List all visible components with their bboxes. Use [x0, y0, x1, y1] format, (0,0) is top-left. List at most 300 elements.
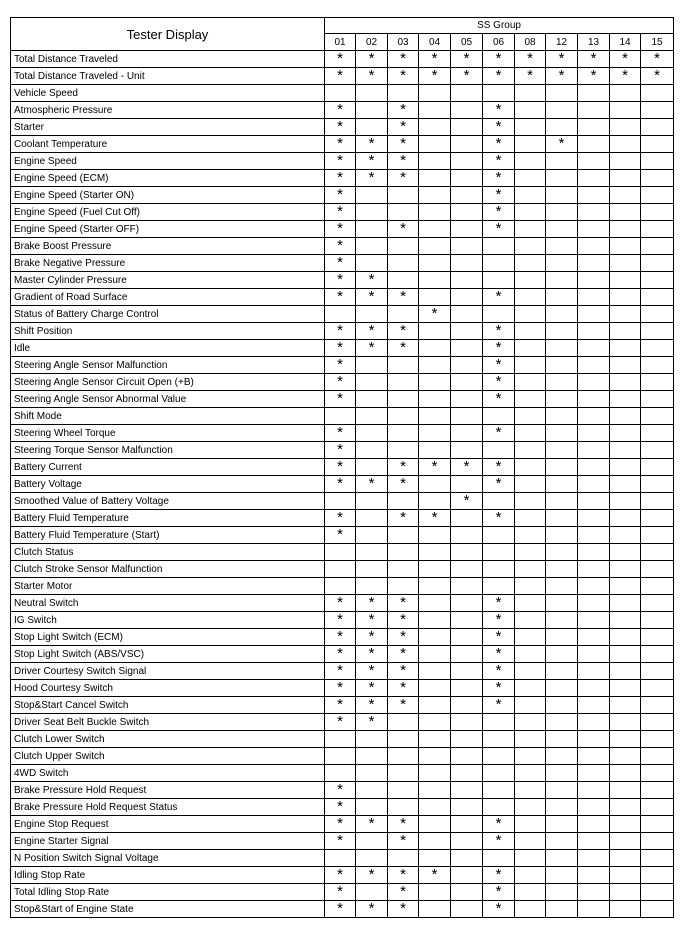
group-code-14: 14 [610, 34, 641, 51]
empty-cell [515, 663, 546, 680]
empty-cell [356, 255, 388, 272]
applicable-mark: * [388, 816, 419, 833]
applicable-mark: * [483, 663, 515, 680]
empty-cell [641, 391, 674, 408]
tester-display-item: Total Idling Stop Rate [11, 884, 325, 901]
applicable-mark: * [388, 340, 419, 357]
empty-cell [546, 612, 578, 629]
empty-cell [356, 357, 388, 374]
tester-display-item: Master Cylinder Pressure [11, 272, 325, 289]
empty-cell [451, 374, 483, 391]
empty-cell [578, 374, 610, 391]
empty-cell [419, 323, 451, 340]
empty-cell [451, 527, 483, 544]
table-row [11, 561, 674, 578]
empty-cell [578, 816, 610, 833]
group-code-01: 01 [325, 34, 356, 51]
empty-cell [451, 629, 483, 646]
empty-cell [356, 459, 388, 476]
applicable-mark: * [356, 663, 388, 680]
empty-cell [451, 238, 483, 255]
empty-cell [419, 493, 451, 510]
tester-display-item: Shift Mode [11, 408, 325, 425]
empty-cell [419, 476, 451, 493]
empty-cell [483, 544, 515, 561]
applicable-mark: * [325, 357, 356, 374]
empty-cell [515, 595, 546, 612]
empty-cell [451, 561, 483, 578]
tester-display-item: Battery Current [11, 459, 325, 476]
empty-cell [641, 85, 674, 102]
applicable-mark: * [419, 459, 451, 476]
empty-cell [641, 187, 674, 204]
table-row [11, 357, 674, 374]
empty-cell [641, 255, 674, 272]
empty-cell [641, 884, 674, 901]
empty-cell [641, 510, 674, 527]
empty-cell [641, 238, 674, 255]
empty-cell [641, 340, 674, 357]
applicable-mark: * [325, 170, 356, 187]
empty-cell [419, 544, 451, 561]
empty-cell [546, 272, 578, 289]
empty-cell [419, 340, 451, 357]
applicable-mark: * [356, 595, 388, 612]
applicable-mark: * [325, 663, 356, 680]
applicable-mark: * [483, 425, 515, 442]
tester-display-item: Total Distance Traveled [11, 51, 325, 68]
empty-cell [546, 799, 578, 816]
empty-cell [610, 391, 641, 408]
empty-cell [483, 578, 515, 595]
applicable-mark: * [388, 459, 419, 476]
applicable-mark: * [483, 391, 515, 408]
empty-cell [356, 765, 388, 782]
empty-cell [546, 816, 578, 833]
applicable-mark: * [483, 289, 515, 306]
applicable-mark: * [356, 901, 388, 918]
empty-cell [578, 272, 610, 289]
empty-cell [578, 901, 610, 918]
empty-cell [578, 204, 610, 221]
tester-display-item: Brake Pressure Hold Request Status [11, 799, 325, 816]
empty-cell [325, 561, 356, 578]
empty-cell [546, 629, 578, 646]
empty-cell [451, 748, 483, 765]
empty-cell [356, 799, 388, 816]
empty-cell [515, 850, 546, 867]
empty-cell [610, 221, 641, 238]
empty-cell [388, 357, 419, 374]
empty-cell [610, 867, 641, 884]
empty-cell [578, 765, 610, 782]
empty-cell [610, 680, 641, 697]
empty-cell [546, 408, 578, 425]
group-code-03: 03 [388, 34, 419, 51]
applicable-mark: * [451, 459, 483, 476]
empty-cell [356, 102, 388, 119]
applicable-mark: * [388, 629, 419, 646]
table-row [11, 527, 674, 544]
empty-cell [451, 476, 483, 493]
table-body [11, 51, 674, 918]
table-row [11, 323, 674, 340]
empty-cell [641, 357, 674, 374]
applicable-mark: * [325, 374, 356, 391]
applicable-mark: * [388, 476, 419, 493]
empty-cell [578, 578, 610, 595]
empty-cell [451, 136, 483, 153]
empty-cell [356, 442, 388, 459]
empty-cell [641, 204, 674, 221]
applicable-mark: * [546, 51, 578, 68]
empty-cell [451, 646, 483, 663]
tester-display-item: Clutch Status [11, 544, 325, 561]
empty-cell [483, 714, 515, 731]
tester-display-item: Idling Stop Rate [11, 867, 325, 884]
empty-cell [515, 867, 546, 884]
empty-cell [610, 306, 641, 323]
empty-cell [515, 442, 546, 459]
empty-cell [546, 357, 578, 374]
table-row [11, 272, 674, 289]
empty-cell [388, 782, 419, 799]
empty-cell [546, 663, 578, 680]
empty-cell [641, 867, 674, 884]
empty-cell [641, 476, 674, 493]
empty-cell [641, 629, 674, 646]
applicable-mark: * [483, 68, 515, 85]
empty-cell [451, 272, 483, 289]
empty-cell [388, 765, 419, 782]
empty-cell [451, 867, 483, 884]
empty-cell [419, 578, 451, 595]
empty-cell [356, 510, 388, 527]
empty-cell [641, 646, 674, 663]
empty-cell [546, 782, 578, 799]
tester-display-item: Driver Seat Belt Buckle Switch [11, 714, 325, 731]
empty-cell [546, 374, 578, 391]
applicable-mark: * [325, 867, 356, 884]
table-row [11, 782, 674, 799]
empty-cell [641, 442, 674, 459]
empty-cell [641, 527, 674, 544]
empty-cell [356, 425, 388, 442]
empty-cell [356, 544, 388, 561]
empty-cell [610, 510, 641, 527]
table-row [11, 714, 674, 731]
empty-cell [546, 595, 578, 612]
empty-cell [419, 153, 451, 170]
empty-cell [641, 221, 674, 238]
applicable-mark: * [483, 153, 515, 170]
empty-cell [515, 527, 546, 544]
table-row [11, 476, 674, 493]
empty-cell [451, 816, 483, 833]
empty-cell [641, 697, 674, 714]
empty-cell [641, 850, 674, 867]
table-row [11, 595, 674, 612]
tester-display-item: Status of Battery Charge Control [11, 306, 325, 323]
empty-cell [451, 391, 483, 408]
empty-cell [610, 238, 641, 255]
empty-cell [546, 289, 578, 306]
empty-cell [515, 833, 546, 850]
empty-cell [641, 680, 674, 697]
applicable-mark: * [325, 289, 356, 306]
empty-cell [356, 884, 388, 901]
empty-cell [419, 119, 451, 136]
empty-cell [325, 850, 356, 867]
table-row [11, 612, 674, 629]
applicable-mark: * [483, 221, 515, 238]
applicable-mark: * [325, 340, 356, 357]
applicable-mark: * [419, 306, 451, 323]
applicable-mark: * [388, 680, 419, 697]
applicable-mark: * [356, 697, 388, 714]
empty-cell [546, 748, 578, 765]
tester-display-item: Steering Wheel Torque [11, 425, 325, 442]
empty-cell [419, 425, 451, 442]
applicable-mark: * [483, 884, 515, 901]
empty-cell [641, 765, 674, 782]
empty-cell [419, 85, 451, 102]
empty-cell [419, 612, 451, 629]
applicable-mark: * [578, 68, 610, 85]
empty-cell [451, 765, 483, 782]
applicable-mark: * [483, 51, 515, 68]
tester-display-item: Engine Starter Signal [11, 833, 325, 850]
applicable-mark: * [325, 680, 356, 697]
empty-cell [356, 187, 388, 204]
empty-cell [610, 612, 641, 629]
table-row [11, 731, 674, 748]
empty-cell [325, 306, 356, 323]
empty-cell [515, 204, 546, 221]
empty-cell [451, 187, 483, 204]
empty-cell [641, 833, 674, 850]
empty-cell [419, 697, 451, 714]
applicable-mark: * [356, 867, 388, 884]
empty-cell [419, 748, 451, 765]
applicable-mark: * [325, 425, 356, 442]
empty-cell [610, 425, 641, 442]
empty-cell [610, 901, 641, 918]
empty-cell [419, 255, 451, 272]
empty-cell [388, 374, 419, 391]
tester-display-item: Vehicle Speed [11, 85, 325, 102]
empty-cell [388, 799, 419, 816]
empty-cell [610, 255, 641, 272]
empty-cell [419, 731, 451, 748]
table-row [11, 153, 674, 170]
empty-cell [451, 323, 483, 340]
empty-cell [451, 119, 483, 136]
empty-cell [451, 799, 483, 816]
tester-display-item: Steering Angle Sensor Circuit Open (+B) [11, 374, 325, 391]
applicable-mark: * [419, 51, 451, 68]
applicable-mark: * [483, 680, 515, 697]
applicable-mark: * [356, 289, 388, 306]
empty-cell [515, 612, 546, 629]
empty-cell [325, 493, 356, 510]
table-row [11, 884, 674, 901]
applicable-mark: * [641, 68, 674, 85]
tester-display-item: Total Distance Traveled - Unit [11, 68, 325, 85]
empty-cell [610, 629, 641, 646]
empty-cell [578, 442, 610, 459]
empty-cell [578, 306, 610, 323]
applicable-mark: * [388, 646, 419, 663]
applicable-mark: * [325, 187, 356, 204]
applicable-mark: * [388, 833, 419, 850]
empty-cell [578, 782, 610, 799]
empty-cell [451, 731, 483, 748]
tester-display-item: Clutch Lower Switch [11, 731, 325, 748]
table-row [11, 408, 674, 425]
group-code-02: 02 [356, 34, 388, 51]
empty-cell [419, 391, 451, 408]
empty-cell [388, 850, 419, 867]
empty-cell [483, 238, 515, 255]
empty-cell [388, 731, 419, 748]
empty-cell [641, 170, 674, 187]
empty-cell [610, 85, 641, 102]
tester-display-item: Hood Courtesy Switch [11, 680, 325, 697]
empty-cell [578, 850, 610, 867]
applicable-mark: * [325, 459, 356, 476]
empty-cell [451, 85, 483, 102]
empty-cell [546, 561, 578, 578]
group-code-08: 08 [515, 34, 546, 51]
empty-cell [578, 646, 610, 663]
empty-cell [641, 493, 674, 510]
empty-cell [641, 119, 674, 136]
empty-cell [610, 476, 641, 493]
empty-cell [388, 306, 419, 323]
table-row [11, 544, 674, 561]
applicable-mark: * [388, 323, 419, 340]
tester-display-item: Starter [11, 119, 325, 136]
empty-cell [641, 544, 674, 561]
empty-cell [578, 459, 610, 476]
table-row [11, 51, 674, 68]
empty-cell [515, 136, 546, 153]
empty-cell [356, 527, 388, 544]
empty-cell [610, 799, 641, 816]
empty-cell [641, 102, 674, 119]
table-header [11, 18, 674, 51]
group-code-13: 13 [578, 34, 610, 51]
empty-cell [515, 170, 546, 187]
applicable-mark: * [388, 595, 419, 612]
tester-display-item: Stop&Start Cancel Switch [11, 697, 325, 714]
empty-cell [546, 731, 578, 748]
empty-cell [610, 816, 641, 833]
applicable-mark: * [388, 170, 419, 187]
applicable-mark: * [356, 340, 388, 357]
applicable-mark: * [325, 68, 356, 85]
empty-cell [451, 306, 483, 323]
empty-cell [546, 85, 578, 102]
tester-display-item: Atmospheric Pressure [11, 102, 325, 119]
empty-cell [546, 459, 578, 476]
empty-cell [515, 714, 546, 731]
applicable-mark: * [388, 68, 419, 85]
empty-cell [356, 85, 388, 102]
empty-cell [515, 493, 546, 510]
applicable-mark: * [356, 153, 388, 170]
empty-cell [515, 680, 546, 697]
table-row [11, 697, 674, 714]
empty-cell [515, 323, 546, 340]
empty-cell [578, 833, 610, 850]
empty-cell [451, 697, 483, 714]
tester-display-item: Clutch Stroke Sensor Malfunction [11, 561, 325, 578]
empty-cell [578, 663, 610, 680]
empty-cell [578, 357, 610, 374]
applicable-mark: * [325, 391, 356, 408]
empty-cell [515, 357, 546, 374]
table-row [11, 680, 674, 697]
empty-cell [610, 153, 641, 170]
empty-cell [546, 714, 578, 731]
empty-cell [388, 527, 419, 544]
empty-cell [356, 391, 388, 408]
empty-cell [419, 357, 451, 374]
applicable-mark: * [483, 612, 515, 629]
applicable-mark: * [419, 867, 451, 884]
applicable-mark: * [325, 119, 356, 136]
tester-display-item: Brake Boost Pressure [11, 238, 325, 255]
empty-cell [546, 510, 578, 527]
table-row [11, 391, 674, 408]
empty-cell [641, 289, 674, 306]
empty-cell [325, 748, 356, 765]
tester-display-item: IG Switch [11, 612, 325, 629]
empty-cell [356, 221, 388, 238]
applicable-mark: * [641, 51, 674, 68]
empty-cell [451, 850, 483, 867]
table-row [11, 850, 674, 867]
empty-cell [419, 527, 451, 544]
tester-display-item: Neutral Switch [11, 595, 325, 612]
table-row [11, 170, 674, 187]
empty-cell [578, 544, 610, 561]
empty-cell [388, 425, 419, 442]
table-row [11, 799, 674, 816]
applicable-mark: * [325, 204, 356, 221]
empty-cell [451, 408, 483, 425]
table-row [11, 442, 674, 459]
empty-cell [546, 119, 578, 136]
empty-cell [515, 816, 546, 833]
table-row [11, 748, 674, 765]
empty-cell [641, 612, 674, 629]
applicable-mark: * [483, 459, 515, 476]
group-code-12: 12 [546, 34, 578, 51]
empty-cell [356, 850, 388, 867]
table-row [11, 425, 674, 442]
empty-cell [356, 408, 388, 425]
empty-cell [578, 153, 610, 170]
empty-cell [419, 442, 451, 459]
applicable-mark: * [388, 136, 419, 153]
table-row [11, 374, 674, 391]
empty-cell [388, 493, 419, 510]
group-code-04: 04 [419, 34, 451, 51]
applicable-mark: * [325, 255, 356, 272]
